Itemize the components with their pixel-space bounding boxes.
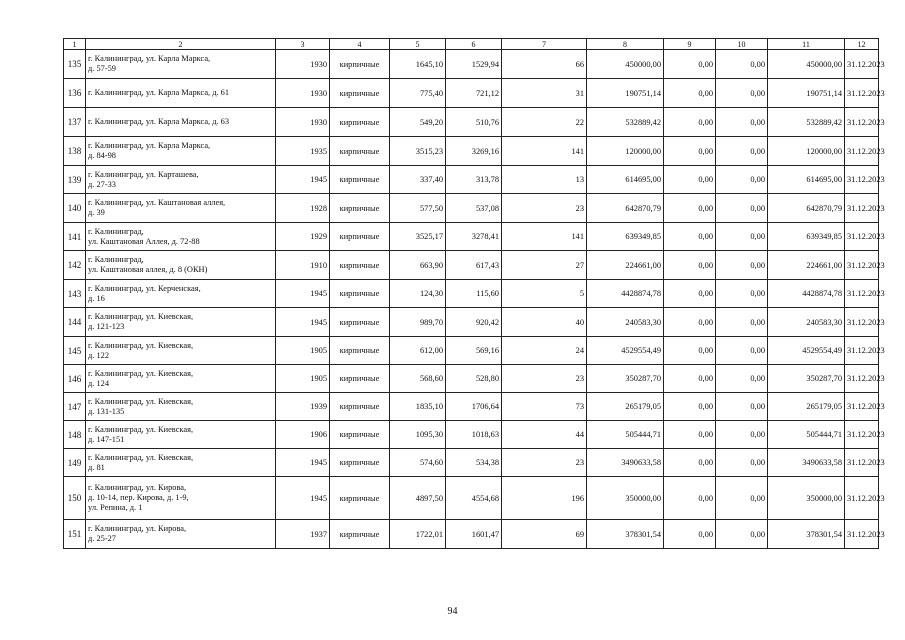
address-line: г. Калининград, ул. Карла Маркса,: [88, 54, 211, 63]
address-line: г. Калининград, ул. Киевская,: [88, 452, 194, 462]
table-row: [64, 421, 879, 449]
total-area-cell: 549,20: [390, 108, 446, 137]
material-cell: кирпичные: [330, 449, 390, 477]
cost-col11-cell: 265179,05: [768, 393, 845, 421]
address-line: г. Калининград, ул. Карла Маркса,: [88, 141, 211, 150]
material-cell: кирпичные: [330, 223, 390, 251]
completion-date-cell: 31.12.2023: [845, 393, 879, 421]
column-header-11: 11: [768, 39, 845, 50]
residents-cell: 141: [502, 223, 587, 251]
residents-cell: 141: [502, 137, 587, 166]
living-area-cell: 3269,16: [446, 137, 502, 166]
completion-date-cell: 31.12.2023: [845, 79, 879, 108]
living-area-cell: 617,43: [446, 251, 502, 280]
address-line: ул. Каштановая аллея, д. 8 (ОКН): [88, 265, 208, 274]
cost-col9-cell: 0,00: [664, 137, 716, 166]
total-area-cell: 574,60: [390, 449, 446, 477]
cost-col10-cell: 0,00: [716, 308, 768, 337]
total-area-cell: 577,50: [390, 194, 446, 223]
living-area-cell: 3278,41: [446, 223, 502, 251]
residents-cell: 27: [502, 251, 587, 280]
table-row: [64, 477, 879, 520]
cost-col11-cell: 350000,00: [768, 477, 845, 520]
address-line: д. 131-135: [88, 406, 125, 416]
living-area-cell: 534,38: [446, 449, 502, 477]
total-area-cell: 775,40: [390, 79, 446, 108]
row-number: 141: [64, 223, 86, 251]
address-line: г. Калининград, ул. Киевская,: [88, 396, 194, 406]
completion-date-cell: 31.12.2023: [845, 223, 879, 251]
row-number: 140: [64, 194, 86, 223]
cost-col10-cell: 0,00: [716, 251, 768, 280]
year-cell: 1930: [276, 79, 330, 108]
residents-cell: 73: [502, 393, 587, 421]
cost-col9-cell: 0,00: [664, 166, 716, 194]
address-cell: [86, 108, 276, 137]
address-cell: [86, 251, 276, 280]
housing-table-sheet: [63, 38, 885, 549]
cost-col9-cell: 0,00: [664, 251, 716, 280]
total-area-cell: 1645,10: [390, 50, 446, 79]
address-line: г. Калининград, ул. Керченская,: [88, 283, 201, 293]
cost-col9-cell: 0,00: [664, 520, 716, 549]
cost-col11-cell: 350287,70: [768, 365, 845, 393]
cost-total-cell: 505444,71: [587, 421, 664, 449]
year-cell: 1945: [276, 477, 330, 520]
column-header-4: 4: [330, 39, 390, 50]
material-cell: кирпичные: [330, 79, 390, 108]
address-line: г. Калининград, ул. Карташева,: [88, 169, 199, 179]
year-cell: 1905: [276, 337, 330, 365]
cost-total-cell: 120000,00: [587, 137, 664, 166]
residents-cell: 69: [502, 520, 587, 549]
residents-cell: 23: [502, 449, 587, 477]
cost-col10-cell: 0,00: [716, 194, 768, 223]
living-area-cell: 721,12: [446, 79, 502, 108]
year-cell: 1910: [276, 251, 330, 280]
cost-total-cell: 4529554,49: [587, 337, 664, 365]
material-cell: кирпичные: [330, 280, 390, 308]
address-line: д. 16: [88, 293, 105, 303]
table-row: [64, 50, 879, 79]
table-row: [64, 280, 879, 308]
year-cell: 1945: [276, 449, 330, 477]
completion-date-cell: 31.12.2023: [845, 365, 879, 393]
cost-col11-cell: 505444,71: [768, 421, 845, 449]
cost-col10-cell: 0,00: [716, 280, 768, 308]
total-area-cell: 568,60: [390, 365, 446, 393]
table-row: [64, 337, 879, 365]
row-number: 135: [64, 50, 86, 79]
address-line: г. Калининград, ул. Киевская,: [88, 340, 194, 350]
completion-date-cell: 31.12.2023: [845, 137, 879, 166]
row-number: 151: [64, 520, 86, 549]
living-area-cell: 537,08: [446, 194, 502, 223]
row-number: 150: [64, 477, 86, 520]
address-cell: [86, 166, 276, 194]
completion-date-cell: 31.12.2023: [845, 108, 879, 137]
row-number: 147: [64, 393, 86, 421]
cost-total-cell: 350287,70: [587, 365, 664, 393]
cost-total-cell: 265179,05: [587, 393, 664, 421]
material-cell: кирпичные: [330, 251, 390, 280]
cost-col11-cell: 4428874,78: [768, 280, 845, 308]
living-area-cell: 115,60: [446, 280, 502, 308]
address-line: г. Калининград, ул. Карла Маркса, д. 63: [88, 117, 230, 126]
year-cell: 1930: [276, 108, 330, 137]
cost-col11-cell: 120000,00: [768, 137, 845, 166]
completion-date-cell: 31.12.2023: [845, 280, 879, 308]
year-cell: 1937: [276, 520, 330, 549]
cost-col10-cell: 0,00: [716, 477, 768, 520]
address-line: г. Калининград,: [88, 255, 144, 264]
material-cell: кирпичные: [330, 365, 390, 393]
year-cell: 1935: [276, 137, 330, 166]
residents-cell: 196: [502, 477, 587, 520]
table-row: [64, 137, 879, 166]
cost-col11-cell: 378301,54: [768, 520, 845, 549]
address-line: г. Калининград, ул. Киевская,: [88, 312, 194, 321]
cost-total-cell: 190751,14: [587, 79, 664, 108]
cost-total-cell: 4428874,78: [587, 280, 664, 308]
year-cell: 1928: [276, 194, 330, 223]
cost-col11-cell: 224661,00: [768, 251, 845, 280]
address-line: г. Калининград, ул. Кирова,: [88, 483, 187, 492]
cost-col9-cell: 0,00: [664, 223, 716, 251]
cost-col10-cell: 0,00: [716, 449, 768, 477]
address-cell: [86, 223, 276, 251]
cost-col11-cell: 4529554,49: [768, 337, 845, 365]
completion-date-cell: 31.12.2023: [845, 421, 879, 449]
row-number: 144: [64, 308, 86, 337]
total-area-cell: 612,00: [390, 337, 446, 365]
table-row: [64, 79, 879, 108]
cost-col10-cell: 0,00: [716, 365, 768, 393]
completion-date-cell: 31.12.2023: [845, 520, 879, 549]
completion-date-cell: 31.12.2023: [845, 50, 879, 79]
cost-col11-cell: 3490633,58: [768, 449, 845, 477]
material-cell: кирпичные: [330, 137, 390, 166]
completion-date-cell: 31.12.2023: [845, 308, 879, 337]
address-cell: [86, 337, 276, 365]
year-cell: 1939: [276, 393, 330, 421]
completion-date-cell: 31.12.2023: [845, 337, 879, 365]
table-row: [64, 108, 879, 137]
cost-col9-cell: 0,00: [664, 308, 716, 337]
residents-cell: 31: [502, 79, 587, 108]
cost-total-cell: 240583,30: [587, 308, 664, 337]
completion-date-cell: 31.12.2023: [845, 194, 879, 223]
cost-total-cell: 224661,00: [587, 251, 664, 280]
address-line: д. 122: [88, 350, 110, 360]
material-cell: кирпичные: [330, 393, 390, 421]
cost-col9-cell: 0,00: [664, 194, 716, 223]
total-area-cell: 1835,10: [390, 393, 446, 421]
completion-date-cell: 31.12.2023: [845, 166, 879, 194]
living-area-cell: 1529,94: [446, 50, 502, 79]
completion-date-cell: 31.12.2023: [845, 449, 879, 477]
residents-cell: 44: [502, 421, 587, 449]
address-line: г. Калининград,: [88, 226, 144, 236]
total-area-cell: 989,70: [390, 308, 446, 337]
year-cell: 1929: [276, 223, 330, 251]
material-cell: кирпичные: [330, 194, 390, 223]
year-cell: 1945: [276, 280, 330, 308]
cost-col9-cell: 0,00: [664, 365, 716, 393]
total-area-cell: 1095,30: [390, 421, 446, 449]
cost-col9-cell: 0,00: [664, 108, 716, 137]
address-line: д. 25-27: [88, 534, 116, 543]
cost-col10-cell: 0,00: [716, 337, 768, 365]
year-cell: 1906: [276, 421, 330, 449]
total-area-cell: 663,90: [390, 251, 446, 280]
cost-col9-cell: 0,00: [664, 477, 716, 520]
material-cell: кирпичные: [330, 421, 390, 449]
cost-col9-cell: 0,00: [664, 50, 716, 79]
table-row: [64, 365, 879, 393]
address-line: г. Калининград, ул. Киевская,: [88, 424, 194, 434]
address-cell: [86, 393, 276, 421]
column-header-5: 5: [390, 39, 446, 50]
row-number: 149: [64, 449, 86, 477]
living-area-cell: 1018,63: [446, 421, 502, 449]
address-line: д. 81: [88, 462, 105, 472]
cost-col9-cell: 0,00: [664, 280, 716, 308]
residents-cell: 40: [502, 308, 587, 337]
address-line: д. 124: [88, 378, 110, 388]
cost-col9-cell: 0,00: [664, 393, 716, 421]
living-area-cell: 313,78: [446, 166, 502, 194]
material-cell: кирпичные: [330, 166, 390, 194]
address-line: ул. Каштановая Аллея, д. 72-88: [88, 236, 200, 246]
address-cell: [86, 520, 276, 549]
residents-cell: 5: [502, 280, 587, 308]
table-row: [64, 223, 879, 251]
header-row: [64, 39, 879, 50]
cost-total-cell: 350000,00: [587, 477, 664, 520]
address-cell: [86, 365, 276, 393]
column-header-1: 1: [64, 39, 86, 50]
page-number: 94: [447, 606, 458, 617]
address-line: д. 10-14, пер. Кирова, д. 1-9,: [88, 493, 189, 502]
cost-total-cell: 639349,85: [587, 223, 664, 251]
material-cell: кирпичные: [330, 50, 390, 79]
address-cell: [86, 50, 276, 79]
address-cell: [86, 449, 276, 477]
cost-col10-cell: 0,00: [716, 223, 768, 251]
total-area-cell: 3525,17: [390, 223, 446, 251]
cost-col10-cell: 0,00: [716, 393, 768, 421]
column-header-3: 3: [276, 39, 330, 50]
cost-col9-cell: 0,00: [664, 79, 716, 108]
cost-col11-cell: 190751,14: [768, 79, 845, 108]
column-header-12: 12: [845, 39, 879, 50]
address-cell: [86, 194, 276, 223]
cost-col9-cell: 0,00: [664, 449, 716, 477]
address-line: д. 121-123: [88, 322, 125, 331]
cost-col10-cell: 0,00: [716, 50, 768, 79]
living-area-cell: 510,76: [446, 108, 502, 137]
address-cell: [86, 308, 276, 337]
cost-total-cell: 378301,54: [587, 520, 664, 549]
address-line: г. Калининград, ул. Каштановая аллея,: [88, 198, 226, 207]
cost-col9-cell: 0,00: [664, 421, 716, 449]
row-number: 148: [64, 421, 86, 449]
cost-col10-cell: 0,00: [716, 166, 768, 194]
cost-total-cell: 614695,00: [587, 166, 664, 194]
row-number: 142: [64, 251, 86, 280]
cost-col9-cell: 0,00: [664, 337, 716, 365]
table-row: [64, 393, 879, 421]
address-line: д. 27-33: [88, 179, 116, 189]
cost-col11-cell: 450000,00: [768, 50, 845, 79]
row-number: 138: [64, 137, 86, 166]
address-line: д. 147-151: [88, 434, 125, 444]
material-cell: кирпичные: [330, 477, 390, 520]
column-header-6: 6: [446, 39, 502, 50]
address-cell: [86, 79, 276, 108]
residents-cell: 13: [502, 166, 587, 194]
address-line: г. Калининград, ул. Киевская,: [88, 368, 194, 378]
year-cell: 1930: [276, 50, 330, 79]
cost-col10-cell: 0,00: [716, 108, 768, 137]
cost-col11-cell: 639349,85: [768, 223, 845, 251]
living-area-cell: 569,16: [446, 337, 502, 365]
year-cell: 1945: [276, 166, 330, 194]
column-header-2: 2: [86, 39, 276, 50]
living-area-cell: 920,42: [446, 308, 502, 337]
cost-col11-cell: 240583,30: [768, 308, 845, 337]
cost-col11-cell: 642870,79: [768, 194, 845, 223]
total-area-cell: 3515,23: [390, 137, 446, 166]
table-row: [64, 194, 879, 223]
total-area-cell: 124,30: [390, 280, 446, 308]
cost-col11-cell: 532889,42: [768, 108, 845, 137]
material-cell: кирпичные: [330, 337, 390, 365]
address-line: д. 57-59: [88, 64, 116, 73]
living-area-cell: 4554,68: [446, 477, 502, 520]
cost-total-cell: 532889,42: [587, 108, 664, 137]
residents-cell: 22: [502, 108, 587, 137]
living-area-cell: 1706,64: [446, 393, 502, 421]
residents-cell: 23: [502, 194, 587, 223]
table-row: [64, 449, 879, 477]
living-area-cell: 1601,47: [446, 520, 502, 549]
completion-date-cell: 31.12.2023: [845, 477, 879, 520]
residents-cell: 24: [502, 337, 587, 365]
year-cell: 1945: [276, 308, 330, 337]
row-number: 139: [64, 166, 86, 194]
table-row: [64, 308, 879, 337]
address-line: г. Калининград, ул. Кирова,: [88, 524, 187, 533]
total-area-cell: 1722,01: [390, 520, 446, 549]
cost-col10-cell: 0,00: [716, 421, 768, 449]
total-area-cell: 337,40: [390, 166, 446, 194]
table-row: [64, 520, 879, 549]
row-number: 146: [64, 365, 86, 393]
address-cell: [86, 137, 276, 166]
address-line: д. 39: [88, 208, 105, 217]
total-area-cell: 4897,50: [390, 477, 446, 520]
row-number: 145: [64, 337, 86, 365]
table-row: [64, 166, 879, 194]
address-cell: [86, 280, 276, 308]
residents-cell: 66: [502, 50, 587, 79]
address-line: г. Калининград, ул. Карла Маркса, д. 61: [88, 88, 230, 97]
column-header-7: 7: [502, 39, 587, 50]
address-line: д. 84-98: [88, 151, 116, 160]
housing-table: [63, 38, 885, 549]
row-number: 137: [64, 108, 86, 137]
living-area-cell: 528,80: [446, 365, 502, 393]
column-header-8: 8: [587, 39, 664, 50]
address-cell: [86, 477, 276, 520]
cost-col10-cell: 0,00: [716, 137, 768, 166]
material-cell: кирпичные: [330, 108, 390, 137]
column-header-9: 9: [664, 39, 716, 50]
material-cell: кирпичные: [330, 308, 390, 337]
cost-total-cell: 450000,00: [587, 50, 664, 79]
residents-cell: 23: [502, 365, 587, 393]
cost-col10-cell: 0,00: [716, 79, 768, 108]
cost-total-cell: 3490633,58: [587, 449, 664, 477]
column-header-10: 10: [716, 39, 768, 50]
table-row: [64, 251, 879, 280]
address-cell: [86, 421, 276, 449]
material-cell: кирпичные: [330, 520, 390, 549]
cost-col11-cell: 614695,00: [768, 166, 845, 194]
year-cell: 1905: [276, 365, 330, 393]
row-number: 143: [64, 280, 86, 308]
table-body: [64, 50, 885, 549]
row-number: 136: [64, 79, 86, 108]
cost-col10-cell: 0,00: [716, 520, 768, 549]
cost-total-cell: 642870,79: [587, 194, 664, 223]
completion-date-cell: 31.12.2023: [845, 251, 879, 280]
address-line: ул. Репина, д. 1: [88, 503, 143, 512]
